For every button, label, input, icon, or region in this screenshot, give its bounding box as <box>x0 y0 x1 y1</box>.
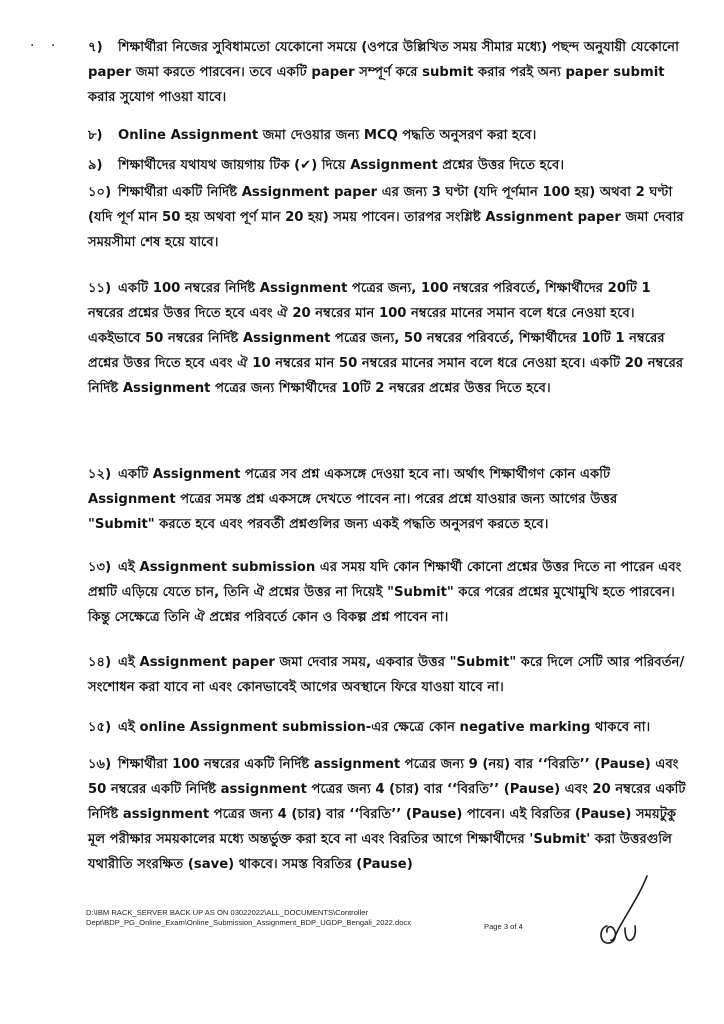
item-number: ১৪) <box>88 655 112 670</box>
stray-marks: . . <box>30 34 62 50</box>
list-item-15 <box>88 715 688 740</box>
item-text: শিক্ষার্থীদের যথাযথ জায়গায় টিক (✔) দিয়ে Assignment প্রশ্নের উত্তর দিতে হবে। <box>118 158 565 173</box>
list-item-9 <box>88 153 688 178</box>
footer-path-line-1: D:\IBM RACK_SERVER BACK UP AS ON 03022022\ALL_DOCUMENTS\Controller <box>86 908 369 917</box>
item-text: এই online Assignment submission-এর ক্ষেত্রে কোন negative marking থাকবে না। <box>118 720 651 735</box>
item-text: এই Assignment submission এর সময় যদি কোন শিক্ষার্থী কোনো প্রশ্নের উত্তর দিতে না পারেন এবং প্রশ্নটি এড়িয়ে যেতে চান, তিনি ঐ প্রশ্নের উত্তর না দিয়েই "Submit" করে পরের প্রশ্নের মুখোমুখি হতে পারবেন। কিন্তু সেক্ষেত্রে তিনি ঐ প্রশ্নের পরিবর্তে কোন ও বিকল্প প্রশ্ন পাবেন না। <box>88 560 682 625</box>
item-text: একটি 100 নম্বরের নির্দিষ্ট Assignment পত্রের জন্য, 100 নম্বরের পরিবর্তে, শিক্ষার্থীদের 20টি 1 নম্বরের প্রশ্নের উত্তর দিতে হবে এবং ঐ 20 নম্বরের মান 100 নম্বরের মানের সমান বলে ধরে নেওয়া হবে। একইভাবে 50 নম্বরের নির্দিষ্ট Assignment পত্রের জন্য, 50 নম্বরের পরিবর্তে, শিক্ষার্থীদের 10টি 1 নম্বরের প্রশ্নের উত্তর দিতে হবে এবং ঐ 10 নম্বরের মান 50 নম্বরের মানের সমান বলে ধরে নেওয়া হবে। একটি 20 নম্বরের নির্দিষ্ট Assignment পত্রের জন্য শিক্ষার্থীদের 10টি 2 নম্বরের প্রশ্নের উত্তর দিতে হবে। <box>88 281 684 396</box>
item-number: ৮) <box>88 128 103 143</box>
list-item-14 <box>88 650 688 700</box>
list-item-11 <box>88 276 688 401</box>
list-item-16 <box>88 752 688 877</box>
item-number: ৯) <box>88 158 103 173</box>
item-number: ১৬) <box>88 757 112 772</box>
item-text: Online Assignment জমা দেওয়ার জন্য MCQ পদ্ধতি অনুসরণ করা হবে। <box>118 128 537 143</box>
footer-file-path <box>86 908 486 928</box>
list-item-8 <box>88 123 688 148</box>
page-number: Page 3 of 4 <box>484 922 523 931</box>
item-number: ১৫) <box>88 720 112 735</box>
item-number: ১০) <box>88 185 112 200</box>
item-number: ৭) <box>88 40 103 55</box>
item-text: শিক্ষার্থীরা একটি নির্দিষ্ট Assignment paper এর জন্য 3 ঘণ্টা (যদি পূর্ণমান 100 হয়) অথবা 2 ঘণ্টা (যদি পূর্ণ মান 50 হয় অথবা পূর্ণ মান 20 হয়) সময় পাবেন। তারপর সংশ্লিষ্ট Assignment paper জমা দেবার সময়সীমা শেষ হয়ে যাবে। <box>88 185 684 250</box>
list-item-10 <box>88 180 688 255</box>
list-item-12 <box>88 462 688 537</box>
item-number: ১২) <box>88 467 112 482</box>
item-text: একটি Assignment পত্রের সব প্রশ্ন একসঙ্গে দেওয়া হবে না। অর্থাৎ শিক্ষার্থীগণ কোন একটি Assignment পত্রের সমস্ত প্রশ্ন একসঙ্গে দেখতে পাবেন না। পরের প্রশ্নে যাওয়ার জন্য আগের উত্তর "Submit" করতে হবে এবং পরবর্তী প্রশ্নগুলির জন্য একই পদ্ধতি অনুসরণ করতে হবে। <box>88 467 618 532</box>
list-item-13 <box>88 555 688 630</box>
item-number: ১৩) <box>88 560 112 575</box>
list-item-7 <box>88 35 688 110</box>
item-number: ১১) <box>88 281 112 296</box>
handwritten-signature <box>585 870 675 950</box>
item-text: শিক্ষার্থীরা নিজের সুবিধামতো যেকোনো সময়ে (ওপরে উল্লিখিত সময় সীমার মধ্যে) পছন্দ অনুযায়ী যেকোনো paper জমা করতে পারবেন। তবে একটি paper সম্পূর্ণ করে submit করার পরই অন্য paper submit করার সুযোগ পাওয়া যাবে। <box>88 40 679 105</box>
item-text: শিক্ষার্থীরা 100 নম্বরের একটি নির্দিষ্ট assignment পত্রের জন্য 9 (নয়) বার ‘‘বিরতি’’ (Pause) এবং 50 নম্বরের একটি নির্দিষ্ট assignment পত্রের জন্য 4 (চার) বার ‘‘বিরতি’’ (Pause) এবং 20 নম্বরের একটি নির্দিষ্ট assignment পত্রের জন্য 4 (চার) বার ‘‘বিরতি’’ (Pause) পাবেন। এই বিরতির (Pause) সময়টুকু মূল পরীক্ষার সময়কালের মধ্যে অন্তর্ভুক্ত করা হবে না এবং বিরতির আগে শিক্ষার্থীদের 'Submit' করা উত্তরগুলি যথারীতি সংরক্ষিত (save) থাকবে। সমস্ত বিরতির (Pause) <box>88 757 686 872</box>
footer-path-line-2: Dept\BDP_PG_Online_Exam\Online_Submission_Assignment_BDP_UGDP_Bengali_2022.docx <box>86 918 412 927</box>
item-text: এই Assignment paper জমা দেবার সময়, একবার উত্তর "Submit" করে দিলে সেটি আর পরিবর্তন/সংশোধন করা যাবে না এবং কোনভাবেই আগের অবস্থানে ফিরে যাওয়া যাবে না। <box>88 655 685 695</box>
